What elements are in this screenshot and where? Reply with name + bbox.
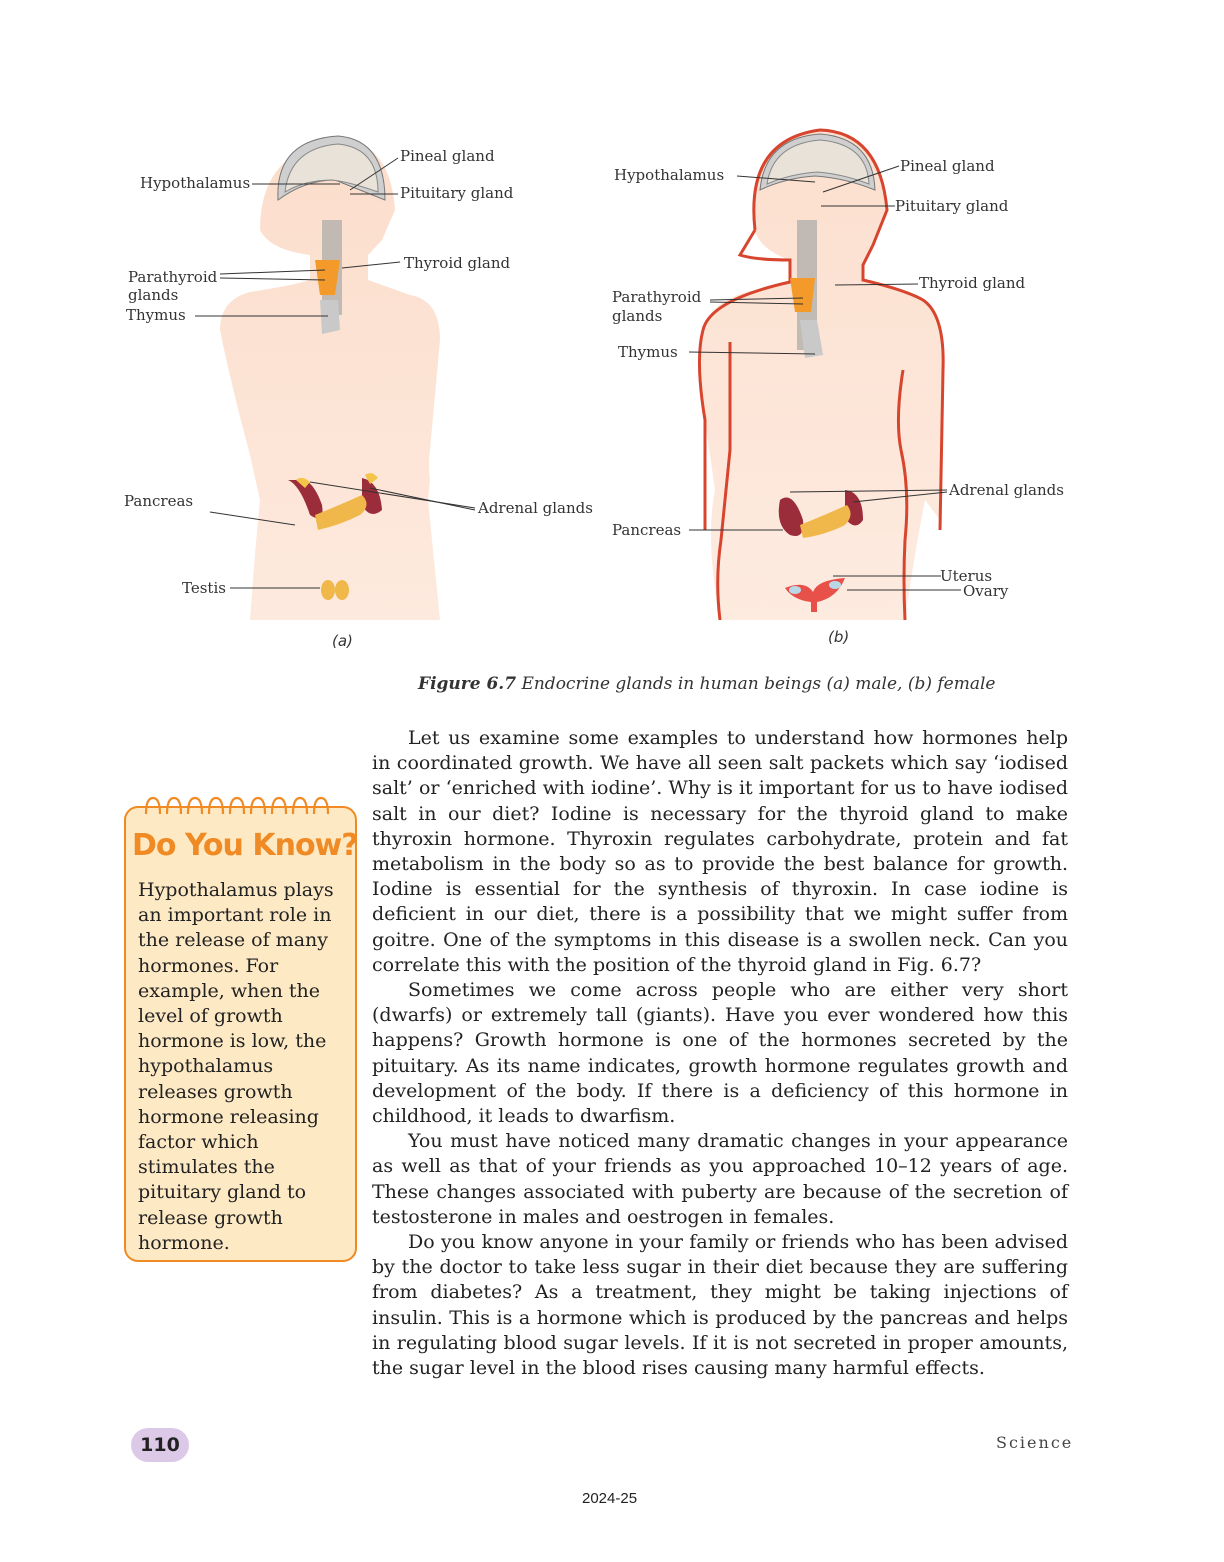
figure-female bbox=[605, 120, 1083, 620]
subfigure-label-a: (a) bbox=[332, 632, 353, 650]
label-pituitary-gland: Pituitary gland bbox=[400, 184, 514, 202]
subfigure-label-b: (b) bbox=[828, 628, 850, 646]
label-pineal-gland: Pineal gland bbox=[400, 147, 495, 165]
label-pineal-gland: Pineal gland bbox=[900, 157, 995, 175]
label-hypothalamus: Hypothalamus bbox=[140, 174, 251, 192]
caption-text: Endocrine glands in human beings (a) male, (b) female bbox=[521, 674, 996, 694]
figure-caption bbox=[418, 674, 996, 694]
label-thyroid-gland: Thyroid gland bbox=[919, 274, 1026, 292]
female-body-illustration bbox=[605, 120, 1083, 620]
label-hypothalamus: Hypothalamus bbox=[614, 166, 725, 184]
page-number: 110 bbox=[131, 1428, 189, 1462]
male-body-illustration bbox=[110, 120, 600, 620]
spiral-binding-icon bbox=[142, 792, 342, 818]
label-thyroid-gland: Thyroid gland bbox=[404, 254, 511, 272]
paragraph-puberty: You must have noticed many dramatic changes in your appearance as well as that of your friends as you approached 10–12 years of age. These changes associated with puberty are because of the secretion of testosterone in males and oestrogen in females. bbox=[372, 1130, 1068, 1228]
label-parathyroid: Parathyroid bbox=[128, 268, 218, 286]
paragraph-insulin: Do you know anyone in your family or friends who has been advised by the doctor to take less sugar in their diet because they are suffering from diabetes? As a treatment, they might be taking injections of insulin. This is a hormone which is produced by the pancreas and helps in regulating blood sugar levels. If it is not secreted in proper amounts, the sugar level in the blood rises causing many harmful effects. bbox=[372, 1231, 1068, 1380]
label-adrenal-glands: Adrenal glands bbox=[949, 481, 1064, 499]
body-text bbox=[372, 726, 1068, 1381]
label-pancreas: Pancreas bbox=[612, 521, 682, 539]
paragraph-growth-hormone: Sometimes we come across people who are either very short (dwarfs) or extremely tall (giants). Have you ever wondered how this happens? Growth hormone is one of the hormones secreted by the pituitary. As its name indicates, growth hormone regulates growth and development of the body. If there is a deficiency of this hormone in childhood, it leads to dwarfism. bbox=[372, 979, 1068, 1128]
do-you-know-title: Do You Know? bbox=[132, 828, 358, 863]
caption-figure-number: Figure 6.7 bbox=[418, 674, 517, 694]
label-parathyroid-glands: glands bbox=[612, 307, 663, 325]
label-thymus: Thymus bbox=[618, 343, 678, 361]
label-parathyroid: Parathyroid bbox=[612, 288, 702, 306]
do-you-know-text: Hypothalamus plays an important role in the release of many hormones. For example, when the level of growth hormone is low, the hypothalamus releases growth hormone releasing factor which stimulates the pituitary gland to release growth hormone. bbox=[138, 879, 334, 1254]
label-thymus: Thymus bbox=[126, 306, 186, 324]
label-pituitary-gland: Pituitary gland bbox=[895, 197, 1009, 215]
book-title: Science bbox=[996, 1433, 1074, 1452]
label-ovary: Ovary bbox=[963, 582, 1009, 600]
label-uterus: Uterus bbox=[940, 567, 993, 585]
edition-year: 2024-25 bbox=[582, 1490, 638, 1507]
label-pancreas: Pancreas bbox=[124, 492, 194, 510]
label-testis: Testis bbox=[182, 579, 226, 597]
paragraph-iodine: Let us examine some examples to understand how hormones help in coordinated growth. We have all seen salt packets which say ‘iodised salt’ or ‘enriched with iodine’. Why is it important for us to have iodised salt in our diet? Iodine is necessary for the thyroid gland to make thyroxin hormone. Thyroxin regulates carbohydrate, protein and fat metabolism in the body so as to provide the best balance for growth. Iodine is essential for the synthesis of thyroxin. In case iodine is deficient in our diet, there is a possibility that we might suffer from goitre. One of the symptoms in this disease is a swollen neck. Can you correlate this with the position of the thyroid gland in Fig. 6.7? bbox=[372, 727, 1068, 976]
label-adrenal-glands: Adrenal glands bbox=[478, 499, 593, 517]
label-parathyroid-glands: glands bbox=[128, 286, 179, 304]
figure-male bbox=[110, 120, 600, 620]
